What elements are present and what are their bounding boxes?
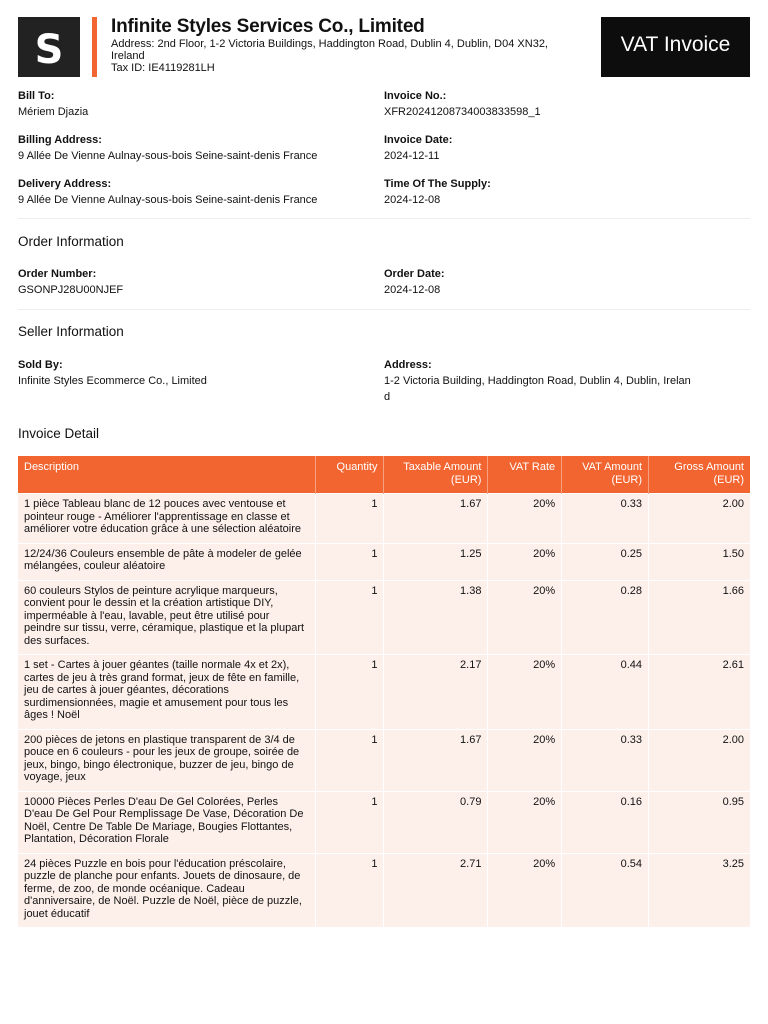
cell-gross-amount: 2.00 — [649, 494, 751, 544]
logo-s-icon — [18, 17, 80, 77]
cell-taxable-amount: 0.79 — [384, 791, 488, 853]
cell-vat-rate: 20% — [488, 580, 562, 655]
table-row — [18, 729, 750, 791]
company-address-line2: Ireland — [111, 50, 145, 62]
company-logo — [18, 17, 80, 77]
cell-quantity: 1 — [315, 543, 384, 580]
cell-taxable-amount: 1.67 — [384, 494, 488, 544]
supply-time — [384, 176, 491, 208]
document-type-badge: VAT Invoice — [601, 17, 750, 77]
invoice-number-label: Invoice No.: — [384, 90, 447, 102]
table-row — [18, 580, 750, 655]
invoice-items-table — [18, 456, 750, 928]
column-header-vat-rate: VAT Rate — [488, 456, 562, 494]
cell-description: 24 pièces Puzzle en bois pour l'éducation préscolaire, puzzle de planche pour enfants. Jouets de dinosaure, de ferme, de zoo, de monde océanique. Cadeau d'anniversaire, de Noël. Puzzle de Noël, pièce de puzzle, jouet éducatif — [18, 853, 315, 928]
invoice-date — [384, 132, 452, 164]
order-number — [18, 266, 123, 298]
cell-taxable-amount: 1.67 — [384, 729, 488, 791]
company-address-line1: Address: 2nd Floor, 1-2 Victoria Buildings, Haddington Road, Dublin 4, Dublin, D04 XN32, — [111, 38, 548, 50]
cell-quantity: 1 — [315, 655, 384, 730]
table-row — [18, 791, 750, 853]
cell-vat-amount: 0.33 — [562, 729, 649, 791]
divider — [18, 218, 750, 219]
order-date-value: 2024-12-08 — [384, 284, 441, 296]
cell-vat-rate: 20% — [488, 543, 562, 580]
cell-vat-rate: 20% — [488, 494, 562, 544]
divider — [18, 309, 750, 310]
cell-taxable-amount: 2.71 — [384, 853, 488, 928]
cell-vat-rate: 20% — [488, 791, 562, 853]
cell-gross-amount: 1.66 — [649, 580, 751, 655]
table-row — [18, 655, 750, 730]
cell-description: 1 pièce Tableau blanc de 12 pouces avec ventouse et pointeur rouge - Améliorer l'apprentissage en classe et améliorer votre éducation grâce à une sélection aléatoire — [18, 494, 315, 544]
invoice-detail-title: Invoice Detail — [18, 426, 100, 441]
cell-taxable-amount: 1.38 — [384, 580, 488, 655]
cell-vat-rate: 20% — [488, 853, 562, 928]
billing-address-label: Billing Address: — [18, 134, 102, 146]
order-date — [384, 266, 445, 298]
delivery-address-value: 9 Allée De Vienne Aulnay-sous-bois Seine-saint-denis France — [18, 194, 318, 206]
cell-description: 60 couleurs Stylos de peinture acrylique marqueurs, convient pour le dessin et la création artistique DIY, imperméable à l'eau, lavable, peut être utilisé pour peindre sur tissu, verre, céramique, plastique et la plupart des surfaces. — [18, 580, 315, 655]
column-header-taxable-amount: Taxable Amount (EUR) — [384, 456, 488, 494]
cell-gross-amount: 2.00 — [649, 729, 751, 791]
cell-description: 10000 Pièces Perles D'eau De Gel Colorées, Perles D'eau De Gel Pour Remplissage De Vase, Décoration De Noël, Centre De Table De Mariage, Bougies Flottantes, Plantation, Décoration Florale — [18, 791, 315, 853]
sold-by — [18, 357, 207, 389]
invoice-header — [18, 17, 750, 77]
seller-address-line2: d — [384, 391, 391, 403]
table-row — [18, 853, 750, 928]
invoice-date-label: Invoice Date: — [384, 134, 453, 146]
table-row — [18, 543, 750, 580]
cell-description: 200 pièces de jetons en plastique transparent de 3/4 de pouce en 6 couleurs - pour les jeux de groupe, soirée de jeux, bingo, bingo électronique, buzzer de jeu, bingo de voyage, jeux — [18, 729, 315, 791]
bill-to-value: Mériem Djazia — [18, 106, 89, 118]
cell-quantity: 1 — [315, 729, 384, 791]
cell-vat-rate: 20% — [488, 729, 562, 791]
cell-taxable-amount: 1.25 — [384, 543, 488, 580]
column-header-quantity: Quantity — [315, 456, 384, 494]
svg-text:S: S — [34, 27, 64, 73]
order-number-label: Order Number: — [18, 268, 97, 280]
column-header-vat-amount: VAT Amount (EUR) — [562, 456, 649, 494]
order-info-title: Order Information — [18, 234, 124, 249]
delivery-address — [18, 176, 317, 208]
invoice-date-value: 2024-12-11 — [384, 150, 440, 162]
logo-accent-bar — [92, 17, 97, 77]
cell-vat-amount: 0.28 — [562, 580, 649, 655]
seller-info-title: Seller Information — [18, 324, 124, 339]
company-block — [111, 17, 591, 74]
table-header-row — [18, 456, 750, 494]
order-number-value: GSONPJ28U00NJEF — [18, 284, 124, 296]
cell-quantity: 1 — [315, 791, 384, 853]
invoice-number — [384, 88, 541, 120]
cell-taxable-amount: 2.17 — [384, 655, 488, 730]
cell-quantity: 1 — [315, 580, 384, 655]
sold-by-label: Sold By: — [18, 359, 63, 371]
supply-time-label: Time Of The Supply: — [384, 178, 491, 190]
cell-quantity: 1 — [315, 494, 384, 544]
cell-description: 12/24/36 Couleurs ensemble de pâte à modeler de gelée mélangées, couleur aléatoire — [18, 543, 315, 580]
table-row — [18, 494, 750, 544]
seller-address-label: Address: — [384, 359, 432, 371]
order-date-label: Order Date: — [384, 268, 445, 280]
cell-vat-amount: 0.16 — [562, 791, 649, 853]
cell-vat-amount: 0.44 — [562, 655, 649, 730]
seller-address — [384, 357, 691, 405]
seller-address-line1: 1-2 Victoria Building, Haddington Road, Dublin 4, Dublin, Irelan — [384, 375, 691, 387]
cell-vat-rate: 20% — [488, 655, 562, 730]
column-header-gross-amount: Gross Amount (EUR) — [649, 456, 751, 494]
company-name: Infinite Styles Services Co., Limited — [111, 16, 425, 37]
delivery-address-label: Delivery Address: — [18, 178, 112, 190]
cell-quantity: 1 — [315, 853, 384, 928]
column-header-description: Description — [18, 456, 315, 494]
bill-to-label: Bill To: — [18, 90, 55, 102]
cell-gross-amount: 3.25 — [649, 853, 751, 928]
bill-to — [18, 88, 88, 120]
cell-gross-amount: 1.50 — [649, 543, 751, 580]
supply-time-value: 2024-12-08 — [384, 194, 441, 206]
cell-gross-amount: 2.61 — [649, 655, 751, 730]
cell-vat-amount: 0.54 — [562, 853, 649, 928]
company-tax-id: Tax ID: IE4119281LH — [111, 62, 215, 74]
billing-address-value: 9 Allée De Vienne Aulnay-sous-bois Seine-saint-denis France — [18, 150, 318, 162]
cell-vat-amount: 0.33 — [562, 494, 649, 544]
invoice-number-value: XFR20241208734003833598_1 — [384, 106, 541, 118]
sold-by-value: Infinite Styles Ecommerce Co., Limited — [18, 375, 207, 387]
cell-description: 1 set - Cartes à jouer géantes (taille normale 4x et 2x), cartes de jeu à très grand format, jeux de fête en famille, jeu de cartes à jouer géantes, décorations surdimensionnées, magie et amusement pour tous les âges ! Noël — [18, 655, 315, 730]
billing-address — [18, 132, 317, 164]
cell-gross-amount: 0.95 — [649, 791, 751, 853]
cell-vat-amount: 0.25 — [562, 543, 649, 580]
